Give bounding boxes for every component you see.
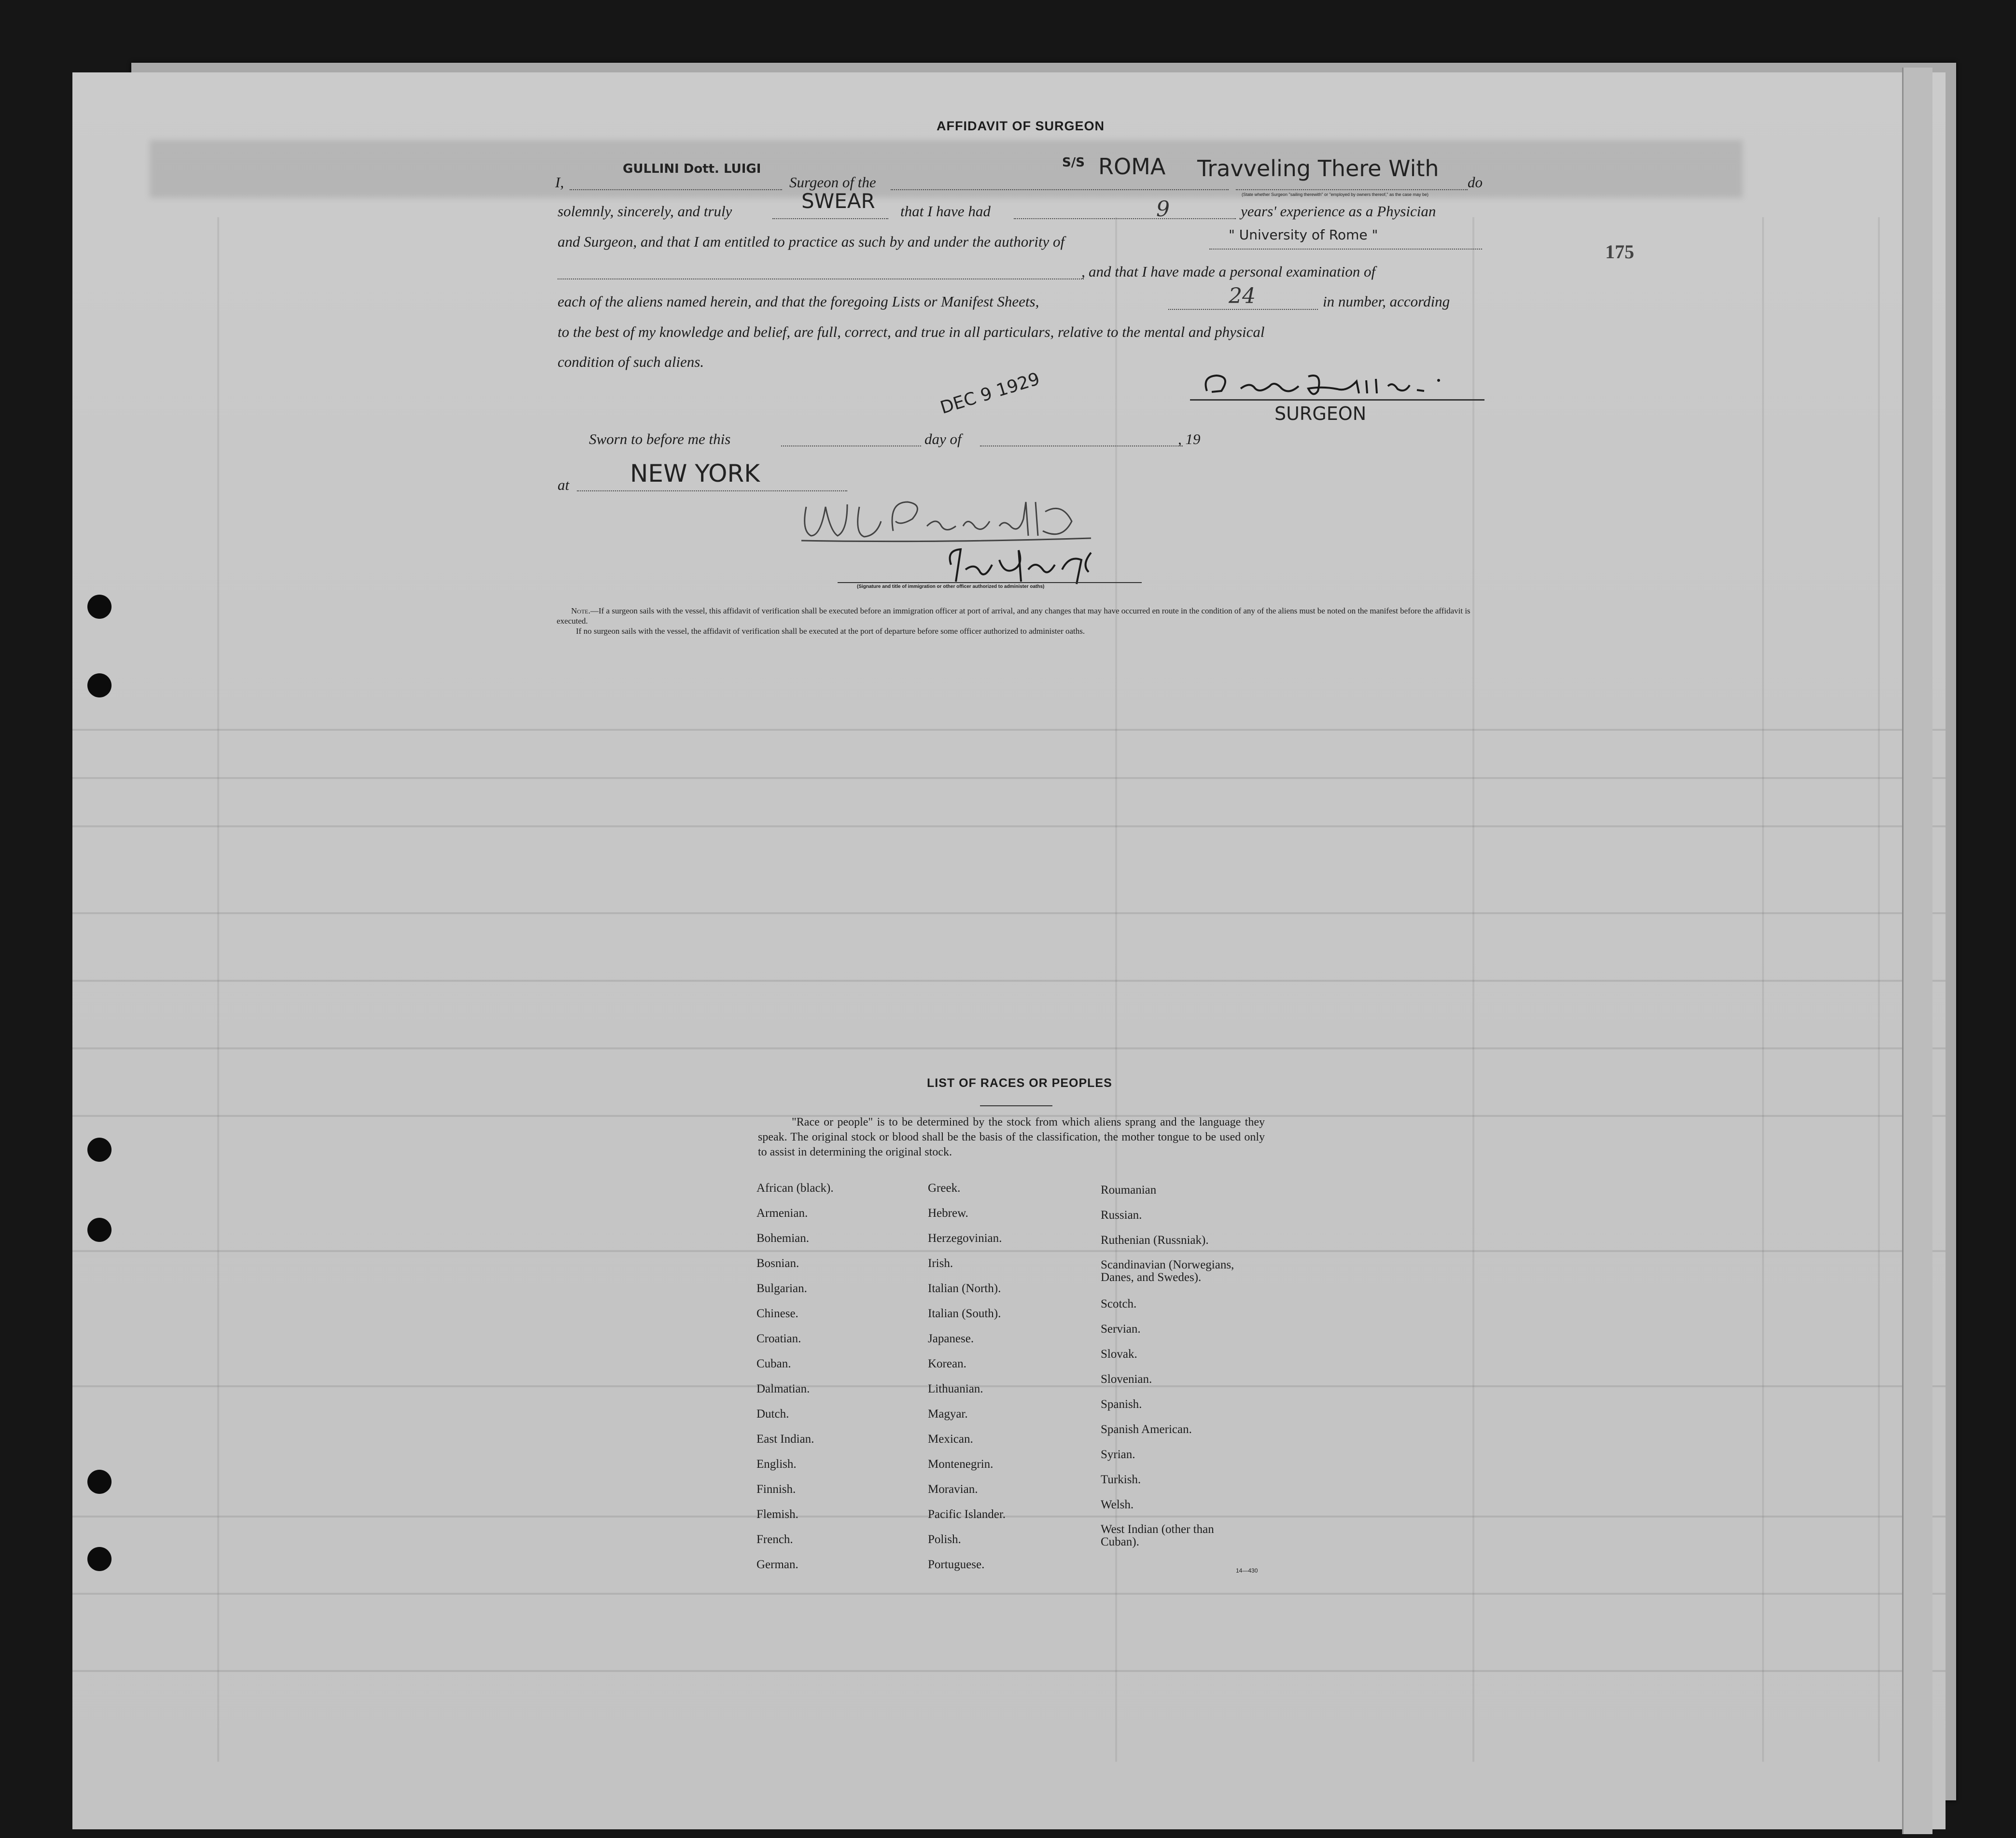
capacity-caption: (State whether Surgeon "sailing therewith" or "employed by owners thereof," as the case may be) [1242,192,1428,197]
surgeon-name-stamp: GULLINI Dott. LUIGI [623,162,761,176]
race-item: German. [756,1558,798,1571]
race-item: Slovak. [1101,1348,1137,1361]
form-number: 14—430 [1236,1567,1258,1574]
race-item: Syrian. [1101,1448,1135,1461]
races-column-1 [756,1182,911,1583]
oath-stamp: SWEAR [801,189,875,213]
affidavit-line1-suffix: do [1468,174,1483,191]
race-item: Hebrew. [928,1207,968,1220]
affidavit-line1-mid: Surgeon of the [789,174,876,191]
race-item: Servian. [1101,1323,1141,1336]
ship-prefix-stamp: S/S [1062,155,1085,170]
years-experience: 9 [1156,197,1170,222]
race-item: Greek. [928,1182,961,1195]
note-label: Note. [571,606,590,615]
race-item: African (black). [756,1182,834,1195]
races-column-3 [1101,1184,1274,1552]
affidavit-line2-suffix: years' experience as a Physician [1241,203,1436,220]
sworn-day-of: day of [924,431,962,447]
race-item: Lithuanian. [928,1382,983,1395]
race-item: Russian. [1101,1209,1142,1222]
race-item: Turkish. [1101,1473,1141,1486]
capacity-stamp: Travveling There With [1197,155,1439,181]
affidavit-line5-suffix: in number, according [1323,293,1450,310]
affidavit-note [557,606,1484,636]
race-item: Cuban. [756,1357,791,1370]
affidavit-line3-prefix: and Surgeon, and that I am entitled to practice as such by and under the authority of [558,233,1065,250]
race-item: Bulgarian. [756,1282,807,1295]
race-item: Scotch. [1101,1297,1137,1310]
race-item: English. [756,1458,797,1471]
race-item: Spanish. [1101,1398,1142,1411]
punch-hole [87,1218,112,1242]
punch-hole [87,673,112,697]
date-stamp: DEC 9 1929 [938,369,1042,418]
race-item: Chinese. [756,1307,798,1320]
race-item: Polish. [928,1533,961,1546]
race-item: Portuguese. [928,1558,985,1571]
note-text-2: If no surgeon sails with the vessel, the affidavit of verification shall be executed at the port of departure before some officer authorized to administer oaths. [576,627,1085,636]
race-item: Spanish American. [1101,1423,1192,1436]
affidavit-line1-prefix: I, [555,174,564,191]
page-edge [1902,68,1932,1834]
race-item: Croatian. [756,1332,801,1345]
surgeon-label-stamp: SURGEON [1274,403,1367,424]
race-item: Slovenian. [1101,1373,1152,1386]
race-item: Bohemian. [756,1232,810,1245]
punch-hole [87,1470,112,1494]
race-item: Ruthenian (Russniak). [1101,1234,1209,1247]
affidavit-line2-prefix: solemnly, sincerely, and truly [558,203,732,220]
race-item: Montenegrin. [928,1458,994,1471]
sworn-prefix: Sworn to before me this [589,431,731,447]
place-prefix: at [558,476,570,493]
race-item: French. [756,1533,793,1546]
race-item: Bosnian. [756,1257,799,1270]
page-number: 175 [1605,241,1634,263]
affidavit-line6: to the best of my knowledge and belief, are full, correct, and true in all particulars, relative to the mental and physical [558,323,1265,340]
race-item: Roumanian [1101,1184,1157,1197]
race-item: Herzegovinian. [928,1232,1002,1245]
affidavit-line2-mid: that I have had [900,203,991,220]
authority-stamp: " University of Rome " [1229,227,1378,243]
sworn-year-prefix: , 19 [1178,431,1201,447]
ship-name-stamp: ROMA [1098,153,1166,180]
race-item: Italian (North). [928,1282,1001,1295]
officer-caption: (Signature and title of immigration or other officer authorized to administer oaths) [857,584,1045,589]
race-item: Japanese. [928,1332,974,1345]
race-item: West Indian (other than Cuban). [1101,1523,1214,1548]
race-item: Magyar. [928,1407,968,1420]
race-item: East Indian. [756,1433,814,1446]
race-item: Flemish. [756,1508,798,1521]
race-item: Finnish. [756,1483,796,1496]
race-item: Korean. [928,1357,966,1370]
place-city-stamp: NEW YORK [630,460,760,487]
race-item: Moravian. [928,1483,978,1496]
affidavit-line5-prefix: each of the aliens named herein, and that the foregoing Lists or Manifest Sheets, [558,293,1039,310]
races-column-2 [928,1182,1087,1583]
note-text-1: —If a surgeon sails with the vessel, this affidavit of verification shall be executed before an immigration officer at port of arrival, and any changes that may have occurred en route in the condition of any of the aliens must be noted on the manifest before the affidavit is executed. [557,606,1470,626]
race-item: Dutch. [756,1407,789,1420]
affidavit-title: AFFIDAVIT OF SURGEON [937,119,1105,133]
race-item: Mexican. [928,1433,973,1446]
race-item: Pacific Islander. [928,1508,1006,1521]
races-title: LIST OF RACES OR PEOPLES [927,1076,1112,1090]
race-item: Italian (South). [928,1307,1001,1320]
race-item: Scandinavian (Norwegians, Danes, and Swedes). [1101,1258,1234,1284]
race-item: Irish. [928,1257,953,1270]
race-item: Armenian. [756,1207,808,1220]
race-item: Dalmatian. [756,1382,810,1395]
affidavit-line4: and that I have made a personal examination of [1089,263,1376,280]
punch-hole [87,1138,112,1162]
punch-hole [87,1547,112,1571]
races-intro: "Race or people" is to be determined by the stock from which aliens sprang and the language they speak. The original stock or blood shall be the basis of the classification, the mother tongue to be used only to assist in determining the original stock. [758,1116,1265,1158]
sheet-count: 24 [1229,284,1256,308]
punch-hole [87,595,112,619]
race-item: Welsh. [1101,1498,1134,1511]
affidavit-line7: condition of such aliens. [558,353,704,370]
